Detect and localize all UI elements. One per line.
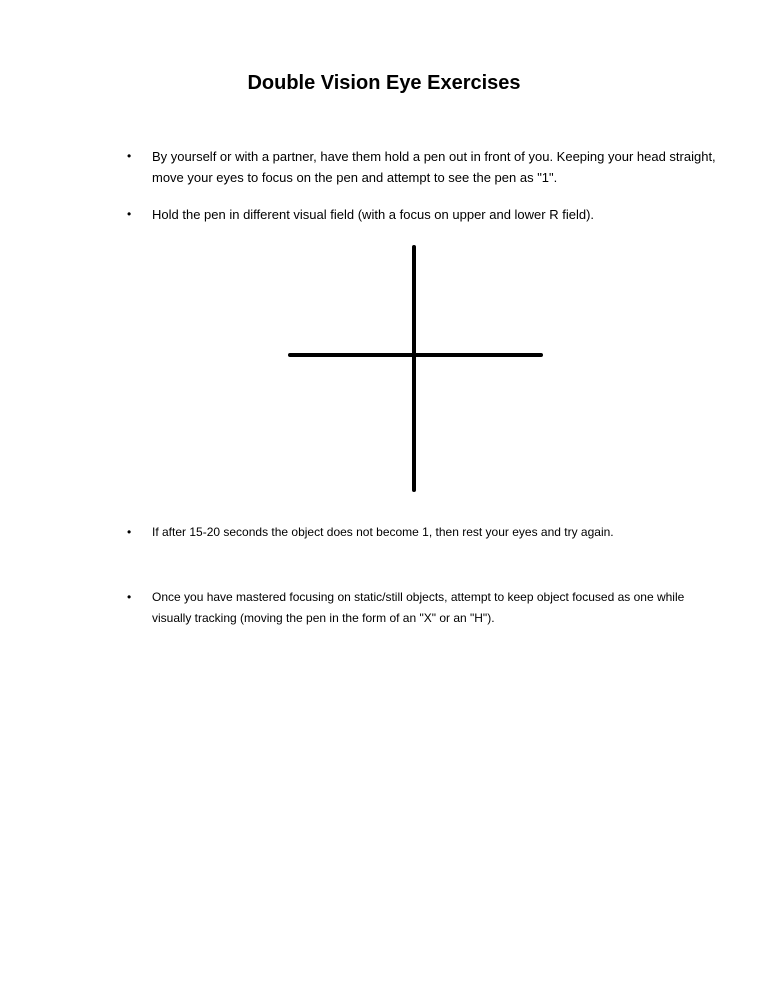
- bullet-icon: •: [127, 590, 132, 604]
- bullet-icon: •: [127, 149, 132, 163]
- list-item-text: Once you have mastered focusing on static/still objects, attempt to keep object focused as one while visually tracking (moving the pen in the form of an "X" or an "H").: [152, 590, 685, 625]
- bullet-icon: •: [127, 525, 132, 539]
- list-item-text: By yourself or with a partner, have them hold a pen out in front of you. Keeping your head straight, move your eyes to focus on the pen and attempt to see the pen as "1".: [152, 149, 716, 185]
- page-title: Double Vision Eye Exercises: [247, 72, 521, 94]
- list-item-text: Hold the pen in different visual field (with a focus on upper and lower R field).: [152, 207, 595, 222]
- visual-field-cross-diagram: [280, 240, 550, 500]
- bullet-icon: •: [127, 207, 132, 221]
- list-item-text: If after 15-20 seconds the object does not become 1, then rest your eyes and try again.: [152, 525, 614, 539]
